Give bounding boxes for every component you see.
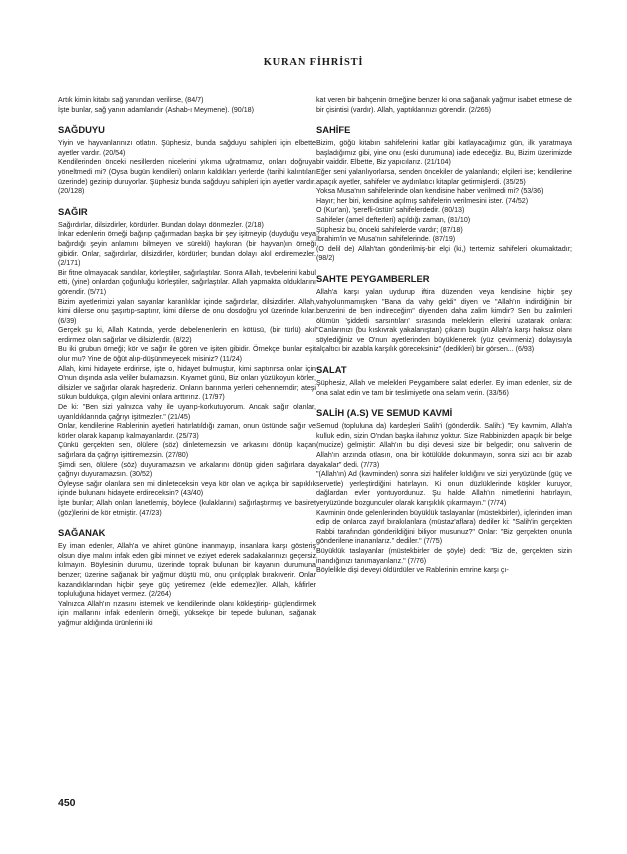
page-number: 450	[58, 797, 76, 809]
entry-paragraph: Allah, kimi hidayete erdirirse, işte o, hidayet bulmuştur, kimi saptırırsa onlar için O'nun dışında asla veliler bulamazsın. Kıyamet günü, Biz onları yüzükoyun körler, dilsizler ve sağırlar olarak haşrederiz. Onların barınma yerleri cehennemdir; ateşi sükun buldukça, çılgın alevini onlara arttırırız. (17/97)	[58, 364, 316, 402]
entry-paragraph: Yalnızca Allah'ın rızasını istemek ve kendilerinde olanı kökleştirip- güçlendirmek için mallarını infak edenlerin örneği, yüksekçe bir tepede bulunan, sağanak yağmur aldığında ürünlerini iki	[58, 599, 316, 627]
section-heading: SAHTE PEYGAMBERLER	[316, 272, 430, 284]
entry-paragraph: Şüphesiz, Allah ve melekleri Peygambere salat ederler. Ey iman edenler, siz de ona salat edin ve tam bir teslimiyetle ona selam verin. (33/56)	[316, 379, 572, 397]
entry-paragraph: De ki: "Ben sizi yalnızca vahy ile uyarıp-korkutuyorum. Ancak sağır olanlar, uyarıldıklarında çağrıyı işitmezler." (21/45)	[58, 403, 316, 421]
running-header: KURAN FİHRİSTİ	[263, 57, 364, 68]
entry-paragraph: Yoksa Musa'nın sahifelerinde olan kendisine haber verilmedi mi? (53/36)	[316, 187, 544, 196]
entry-paragraph: Sahifeler (amel defterleri) açıldığı zaman, (81/10)	[316, 215, 471, 224]
entry-paragraph: Onlar, kendilerine Rablerinin ayetleri hatırlatıldığı zaman, onun üstünde sağır ve körler olarak kapanıp kalmayanlardır. (25/73)	[58, 422, 316, 440]
entry-paragraph: Allah'a karşı yalan uydurup iftira düzenden veya kendisine hiçbir şey vahyolunmamışken "Bana da vahy geldi" diyen ve "Allah'ın indirdiğinin bir benzerini de ben indireceğim" diyenden daha zalim kimdir? Sen bu zalimleri ölümün 'şiddetli sarsıntıları' sırasında meleklerin ellerini uzatarak onlara: "Canlarınızı (bu kıskıvrak yakalanıştan) çıkarın bugün Allah'a karşı haksız olanı söylediğiniz ve O'nun ayetlerinden büyüklenerek (yüz çevirmeniz) dolayısıyla alçaltıcı bir azabla karşılık göreceksiniz" (dedikleri) bir görsen... (6/93)	[316, 287, 572, 354]
entry-paragraph: "(Allah'ın) Ad (kavminden) sonra sizi halifeler kıldığını ve sizi yeryüzünde (güç ve servetle) yerleştirdiğini hatırlayın. Ki onun düzlüklerinde köşkler kuruyor, dağlardan evler yontuyordunuz. Şu halde Allah'ın nimetlerini hatırlayın, yeryüzünde bozgunculer olarak karışıklık çıkarmayın." (7/74)	[316, 470, 572, 507]
section-heading: SALİH (A.S) VE SEMUD KAVMİ	[316, 407, 453, 419]
entry-paragraph: İşte bunlar, sağ yanın adamlarıdır (Ashab-ı Meymene). (90/18)	[58, 105, 254, 114]
entry-paragraph: Büyüklük taslayanlar (müstekbirler de şöyle) dedi: "Biz de, gerçekten sizin inandığınızı tanımayanlarız." (7/76)	[316, 546, 572, 565]
entry-paragraph: Semud (topluluna da) kardeşleri Salih'i (gönderdik. Salih:) "Ey kavmim, Allah'a kulluk edin, sizin O'ndan başka ilahınız yoktur. Size Rabbinizden apaçık bir belge (mucize) gelmiştir: Allah'ın bu dişi devesi size bir belgedir; onu salıverin de Allah'ın arzında otlasın, ona bir kötülükle dokunmayın, sonra sizi acı bir azab yakalar" dedi. (7/73)	[316, 422, 572, 469]
entry-paragraph: Böylelikle dişi deveyi öldürdüler ve Rablerinin emrine karşı çı-	[316, 566, 509, 575]
section-heading: SAHİFE	[316, 124, 351, 136]
right-column	[316, 96, 572, 576]
entry-paragraph: kat veren bir bahçenin örneğine benzer ki ona sağanak yağmur isabet etmese de bir çisintisi (vardır). Allah, yaptıklarınızı görendir. (2/265)	[316, 96, 572, 114]
entry-paragraph: Bu iki grubun örneği; kör ve sağır ile gören ve işiten gibidir. Örnekçe bunlar eşit olur mu? Yine de öğüt alıp-düşünmeyecek misiniz? (11/24)	[58, 345, 316, 364]
left-column	[58, 96, 316, 629]
section-heading: SAĞDUYU	[58, 124, 105, 136]
entry-paragraph: Bizim ayetlerimizi yalan sayanlar karanlıklar içinde sağırdırlar, dilsizdirler. Allah, kimi dilerse onu şaşırtıp-saptırır, kimi dilerse de onu dosdoğru yol üzerinde kılar. (6/39)	[58, 297, 316, 325]
entry-paragraph: Eğer seni yalanlıyorlarsa, senden öncekiler de yalanlandı; elçileri ise; kendilerine apaçık ayetler, sahifeler ve aydınlatıcı kitaplar getirmişlerdi. (35/25)	[316, 167, 572, 186]
entry-paragraph: Bir fitne olmayacak sandılar, körleştiler, sağırlaştılar. Sonra Allah, tevbelerini kabul etti, (yine) onlardan çoğunluğu körleştiler, sağırlaştılar. Allah yapmakta olduklarını görendir. (5/71)	[58, 268, 316, 296]
entry-paragraph: İbrahim'in ve Musa'nın sahifelerinde. (87/19)	[316, 235, 456, 244]
entry-paragraph: (O delil de) Allah'tan gönderilmiş-bir elçi (ki,) tertemiz sahifeleri okumaktadır; (98/2)	[316, 244, 572, 263]
entry-paragraph: Kendilerinden önceki nesillerden nicelerini yıkıma uğratmamız, onları doğruya yöneltmedi mi? (Oysa bugün kendileri) onların kaldıkları yerlerde (tarihi kalıntıları üzerinde) gezinip duruyorlar. Şüphesiz bunda sağduyu sahipleri için ayetler vardır. (20/128)	[58, 158, 316, 196]
entry-paragraph: Yiyin ve hayvanlarınızı otlatın. Şüphesiz, bunda sağduyu sahipleri için elbette ayetler vardır. (20/54)	[58, 139, 316, 157]
entry-paragraph: Öyleyse sağır olanlara sen mi dinleteceksin veya kör olan ve açıkça bir sapıklık içinde bulunanı hidayete erdireceksin? (43/40)	[58, 479, 316, 498]
entry-paragraph: Şüphesiz bu, önceki sahifelerde vardır; (87/18)	[316, 225, 463, 234]
entry-paragraph: İşte bunlar; Allah onları lanetlemiş, böylece (kulaklarını) sağırlaştırmış ve basiret (göz)lerini de kör etmiştir. (47/23)	[58, 498, 316, 517]
entry-paragraph: Bizim, göğü kitabın sahifelerini katlar gibi katlayacağımız gün, ilk yaratmaya başladığımız gibi, yine onu (eski durumuna) iade edeceğiz. Bu, Bizim üzerimizde bir vaiddir. Elbette, Biz yapıcılarız. (21/104)	[316, 139, 572, 167]
entry-paragraph: Artık kimin kitabı sağ yanından verilirse, (84/7)	[58, 96, 204, 104]
entry-paragraph: Şimdi sen, ölülere (söz) duyuramazsın ve arkalarını dönüp giden sağırlara da çağrıyı duyuramazsın. (30/52)	[58, 460, 316, 479]
entry-paragraph: Gerçek şu ki, Allah Katında, yerde debelenenlerin en kötüsü, (bir türlü) akıl erdirmez olan sağırlar ve dilsizlerdir. (8/22)	[58, 326, 316, 344]
entry-paragraph: O (Kur'an), 'şerefli-üstün' sahifelerdedir. (80/13)	[316, 206, 465, 215]
entry-paragraph: Hayır; her biri, kendisine açılmış sahifelerin verilmesini ister. (74/52)	[316, 196, 529, 205]
entry-paragraph: Ey iman edenler, Allah'a ve ahiret gününe inanmayıp, insanlara karşı gösteriş olsun diye malını infak eden gibi minnet ve eziyet ederek sadakalarınızı geçersiz kılmayın. Böylesinin durumu, üzerinde toprak bulunan bir kayanın durumuna benzer; üzerine sağanak bir yağmur düştü mü, onu çırılçıplak bırakıverir. Onlar kazandıklarından hiçbir şeye güç yetiremez (elde edemez)ler. Allah, kâfirler topluluğuna hidayet vermez. (2/264)	[58, 542, 316, 599]
section-heading: SAĞANAK	[58, 527, 106, 539]
entry-paragraph: Sağırdırlar, dilsizdirler, kördürler. Bundan dolayı dönmezler. (2/18)	[58, 220, 264, 229]
section-heading: SALAT	[316, 364, 347, 376]
entry-paragraph: İnkar edenlerin örneği bağırıp çağırmadan başka bir şey işitmeyip (duyduğu veya bağırdığı şeyin anlamını bilmeyen ve sürekli) haykıran (bir hayvan)ın örneği gibidir. Onlar, sağırdırlar, dilsizdirler, kördürler; bundan dolayı akıl erdiremezler. (2/171)	[58, 230, 316, 268]
section-heading: SAĞIR	[58, 205, 88, 217]
entry-paragraph: Kavminin önde gelenlerinden büyüklük taslayanlar (müstekbirler), içlerinden iman edip de onlarca zayıf bırakılanlara (müstaz'aflara) dediler ki: "Salih'in gerçekten Rabbi tarafından gönderildiğini biliyor musunuz?" Onlar: "Biz gerçekten onunla gönderilene inananlarız." dediler." (7/75)	[316, 508, 572, 546]
entry-paragraph: Çünkü gerçekten sen, ölülere (söz) dinletemezsin ve arkasını dönüp kaçan sağırlara da çağrıyı işittiremezsin. (27/80)	[58, 441, 316, 459]
